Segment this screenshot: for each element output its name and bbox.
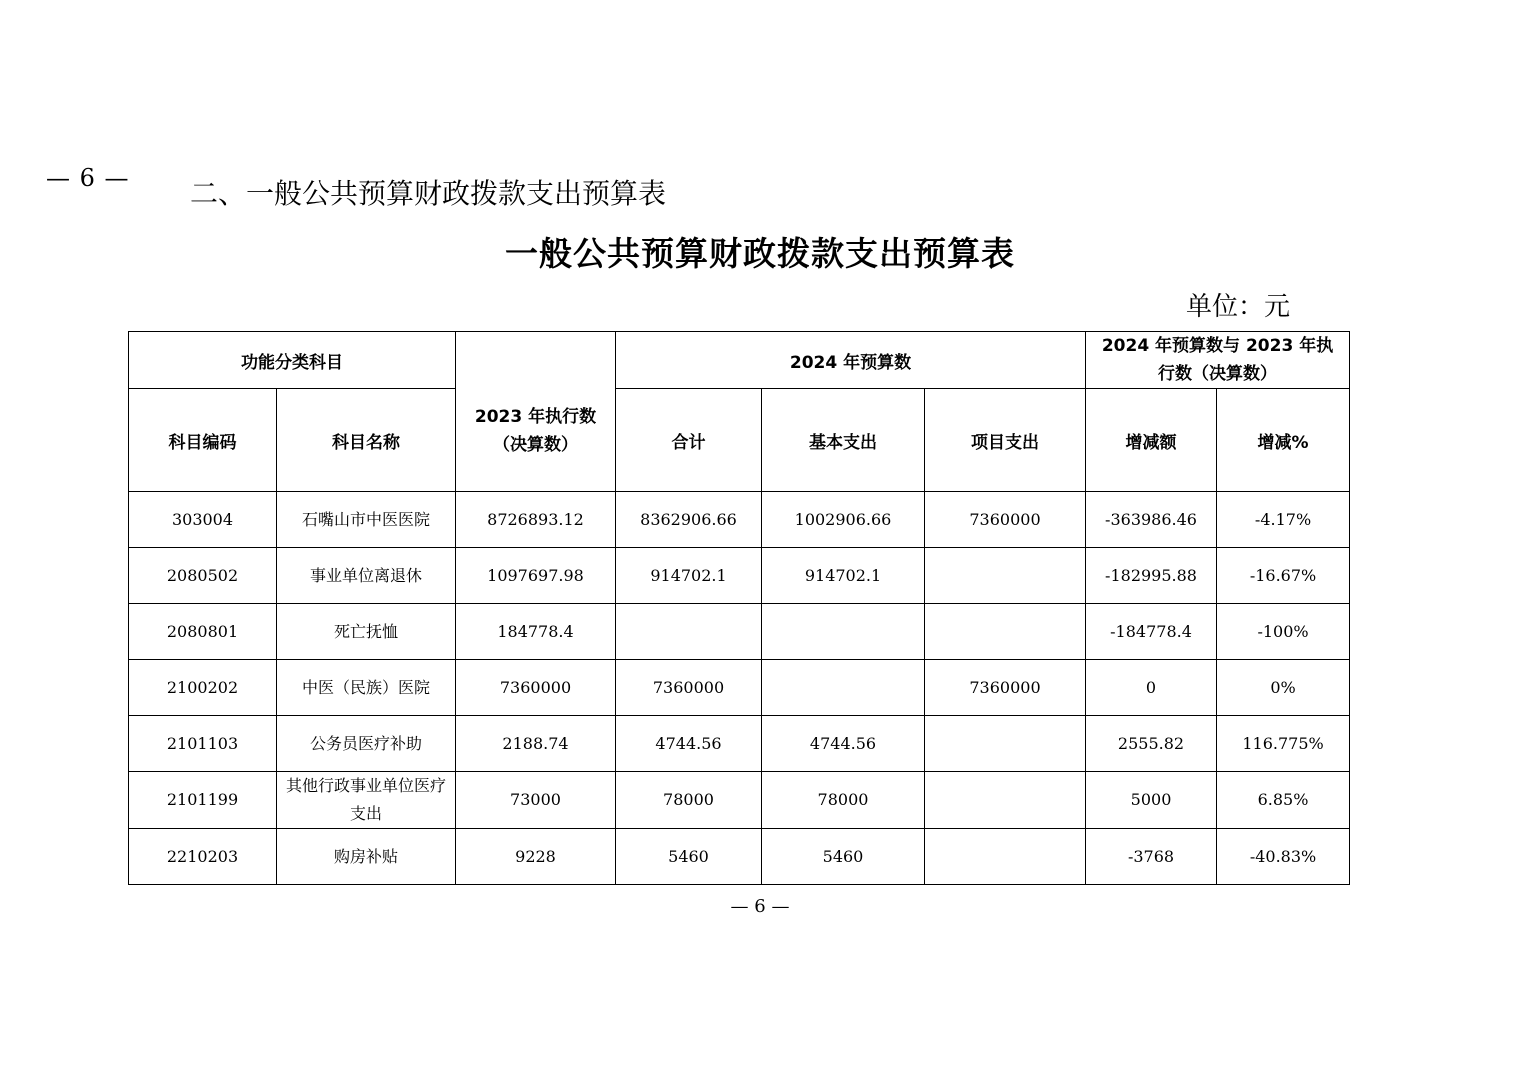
cell-total: 78000 (616, 772, 762, 829)
cell-basic: 78000 (762, 772, 925, 829)
cell-basic (762, 660, 925, 716)
cell-code: 303004 (129, 492, 277, 548)
header-change-amount: 增减额 (1086, 389, 1217, 492)
cell-change-pct: -100% (1217, 604, 1350, 660)
cell-project (925, 716, 1086, 772)
cell-change-amount: 0 (1086, 660, 1217, 716)
table-row (129, 548, 1350, 604)
header-exec-2023 (456, 332, 616, 492)
page-number-bottom: — 6 — (730, 896, 790, 917)
table-title: 一般公共预算财政拨款支出预算表 (505, 234, 1015, 273)
cell-project (925, 548, 1086, 604)
header-exec-2023-line2: （决算数） (493, 434, 578, 455)
header-compare-line2: 行数（决算数） (1158, 364, 1278, 384)
cell-total: 8362906.66 (616, 492, 762, 548)
cell-change-amount: 5000 (1086, 772, 1217, 829)
cell-exec-2023: 1097697.98 (456, 548, 616, 604)
cell-name: 石嘴山市中医医院 (277, 492, 456, 548)
table-row (129, 604, 1350, 660)
cell-exec-2023: 73000 (456, 772, 616, 829)
cell-exec-2023: 9228 (456, 829, 616, 885)
cell-total (616, 604, 762, 660)
cell-change-amount: -363986.46 (1086, 492, 1217, 548)
cell-name: 购房补贴 (277, 829, 456, 885)
section-heading: 二、一般公共预算财政拨款支出预算表 (190, 177, 667, 210)
cell-code: 2210203 (129, 829, 277, 885)
header-total: 合计 (616, 389, 762, 492)
table-row (129, 829, 1350, 885)
cell-project (925, 829, 1086, 885)
header-change-pct: 增减% (1217, 389, 1350, 492)
cell-code: 2100202 (129, 660, 277, 716)
cell-code: 2080801 (129, 604, 277, 660)
cell-name: 中医（民族）医院 (277, 660, 456, 716)
cell-code: 2101199 (129, 772, 277, 829)
cell-total: 5460 (616, 829, 762, 885)
cell-exec-2023: 7360000 (456, 660, 616, 716)
cell-basic: 5460 (762, 829, 925, 885)
cell-name: 公务员医疗补助 (277, 716, 456, 772)
header-exec-2023-line1: 2023 年执行数 (474, 406, 597, 427)
cell-change-pct: 116.775% (1217, 716, 1350, 772)
cell-basic: 914702.1 (762, 548, 925, 604)
header-name: 科目名称 (277, 389, 456, 492)
cell-code: 2080502 (129, 548, 277, 604)
table-row (129, 772, 1350, 829)
cell-change-pct: 6.85% (1217, 772, 1350, 829)
cell-project: 7360000 (925, 660, 1086, 716)
cell-basic: 1002906.66 (762, 492, 925, 548)
header-project: 项目支出 (925, 389, 1086, 492)
header-compare (1086, 332, 1350, 389)
header-basic: 基本支出 (762, 389, 925, 492)
cell-change-pct: 0% (1217, 660, 1350, 716)
cell-change-pct: -4.17% (1217, 492, 1350, 548)
unit-label: 单位：元 (1186, 292, 1291, 322)
cell-change-amount: -3768 (1086, 829, 1217, 885)
page-number-top: — 6 — (46, 164, 130, 192)
cell-name: 其他行政事业单位医疗支出 (277, 772, 456, 829)
cell-change-amount: -184778.4 (1086, 604, 1217, 660)
cell-project: 7360000 (925, 492, 1086, 548)
cell-total: 914702.1 (616, 548, 762, 604)
cell-exec-2023: 184778.4 (456, 604, 616, 660)
table-row (129, 660, 1350, 716)
cell-basic (762, 604, 925, 660)
header-budget-2024: 2024 年预算数 (616, 332, 1086, 389)
table-row (129, 492, 1350, 548)
cell-change-amount: -182995.88 (1086, 548, 1217, 604)
table-row (129, 716, 1350, 772)
header-compare-line1: 2024 年预算数与 2023 年执 (1101, 336, 1334, 356)
cell-basic: 4744.56 (762, 716, 925, 772)
cell-exec-2023: 8726893.12 (456, 492, 616, 548)
cell-code: 2101103 (129, 716, 277, 772)
cell-change-pct: -40.83% (1217, 829, 1350, 885)
cell-total: 7360000 (616, 660, 762, 716)
cell-name: 事业单位离退休 (277, 548, 456, 604)
cell-total: 4744.56 (616, 716, 762, 772)
header-function-category: 功能分类科目 (129, 332, 456, 389)
cell-change-pct: -16.67% (1217, 548, 1350, 604)
cell-name: 死亡抚恤 (277, 604, 456, 660)
header-code: 科目编码 (129, 389, 277, 492)
cell-change-amount: 2555.82 (1086, 716, 1217, 772)
cell-exec-2023: 2188.74 (456, 716, 616, 772)
cell-project (925, 772, 1086, 829)
budget-table (128, 331, 1350, 885)
cell-project (925, 604, 1086, 660)
